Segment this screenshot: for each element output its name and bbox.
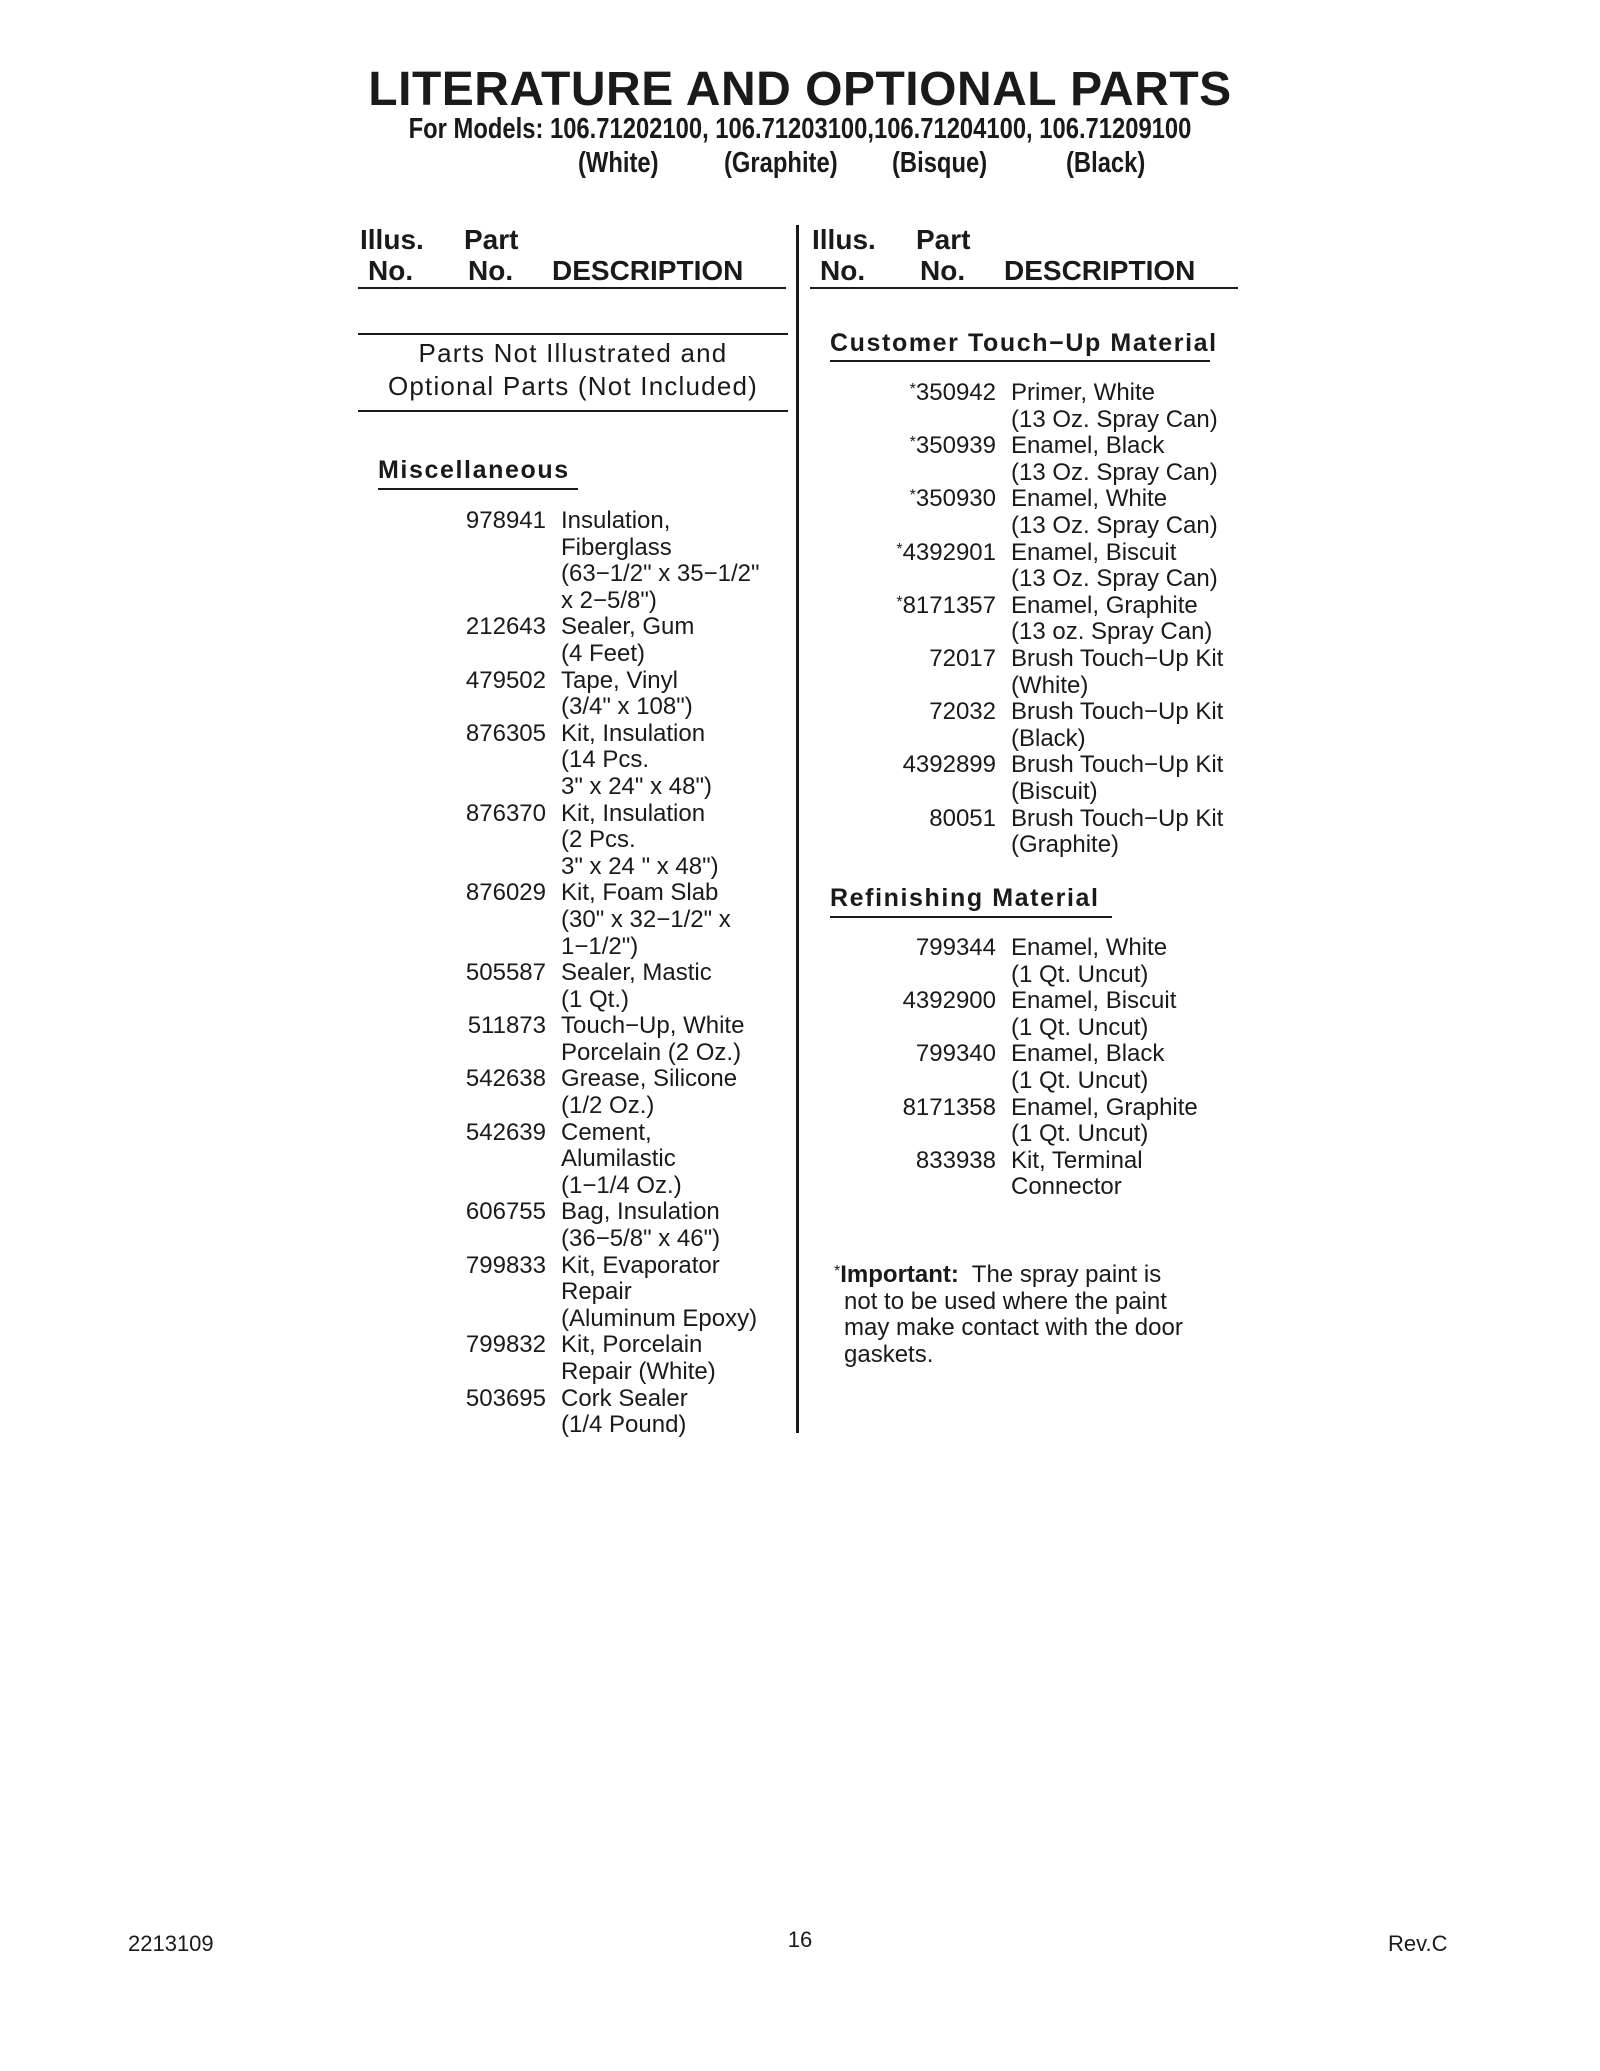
note-asterisk: *	[834, 1263, 841, 1280]
left-part-header-bottom: No.	[468, 255, 514, 286]
description-line: (1−1/4 Oz.)	[561, 1171, 682, 1199]
part-row	[440, 1253, 760, 1333]
description-line: (13 Oz. Spray Can)	[1011, 405, 1218, 433]
part-row	[870, 486, 1223, 539]
description-line: Enamel, Biscuit	[1011, 987, 1177, 1015]
description-line: Enamel, White	[1011, 934, 1168, 961]
part-description	[546, 668, 693, 721]
part-number	[440, 508, 546, 614]
part-number	[870, 988, 996, 1041]
description-line: 3" x 24" x 48")	[561, 772, 712, 800]
description-line: (2 Pcs.	[561, 826, 636, 854]
description-line: Repair	[561, 1278, 632, 1306]
part-number-value: 8171358	[902, 1093, 996, 1121]
description-line: (Aluminum Epoxy)	[561, 1304, 758, 1332]
part-row	[440, 1199, 760, 1252]
part-number	[870, 699, 996, 752]
part-description	[996, 1095, 1198, 1148]
refinishing-parts-list	[870, 935, 1198, 1201]
part-number-value: 4392899	[902, 751, 996, 779]
description-line: (1 Qt. Uncut)	[1011, 1120, 1149, 1148]
spray-paint-asterisk: *	[909, 434, 916, 452]
right-illus-header-bottom: No.	[820, 255, 866, 286]
description-line: Enamel, Black	[1011, 432, 1165, 460]
part-row	[440, 1013, 760, 1066]
part-number-value: 799340	[915, 1040, 996, 1068]
description-line: (1/4 Pound)	[561, 1411, 687, 1439]
part-number	[870, 1041, 996, 1094]
part-number-value: 350930	[915, 485, 996, 513]
page-number: 16	[787, 1927, 813, 1952]
section-touch-up-rule	[830, 360, 1210, 362]
part-description	[996, 806, 1223, 859]
revision: Rev.C	[1388, 1931, 1448, 1956]
note-text-first: The spray paint is	[971, 1261, 1162, 1288]
important-note	[834, 1262, 1183, 1368]
part-number	[440, 668, 546, 721]
part-number	[440, 801, 546, 881]
description-line: Porcelain (2 Oz.)	[561, 1038, 742, 1066]
part-description	[996, 433, 1218, 486]
description-line: Enamel, Biscuit	[1011, 538, 1177, 566]
description-line: Cement,	[561, 1118, 652, 1146]
part-number	[870, 806, 996, 859]
description-line: Enamel, Graphite	[1011, 591, 1198, 619]
description-line: (1 Qt. Uncut)	[1011, 1066, 1149, 1094]
part-number-value: 876305	[465, 719, 546, 747]
part-row	[870, 433, 1223, 486]
part-row	[440, 1120, 760, 1200]
description-line: Fiberglass	[561, 533, 672, 561]
part-description	[996, 486, 1218, 539]
part-row	[870, 988, 1198, 1041]
spray-paint-asterisk: *	[896, 593, 903, 611]
part-number	[870, 935, 996, 988]
description-line: Grease, Silicone	[561, 1065, 738, 1093]
description-line: Kit, Evaporator	[561, 1251, 720, 1279]
part-number-value: 876029	[465, 879, 546, 907]
description-line: Kit, Terminal	[1011, 1146, 1143, 1174]
description-line: (36−5/8" x 46")	[561, 1225, 721, 1253]
part-number-value: 799344	[915, 934, 996, 961]
part-description	[546, 721, 712, 801]
description-line: (13 oz. Spray Can)	[1011, 618, 1213, 646]
part-number	[440, 614, 546, 667]
part-number-value: 511873	[467, 1012, 546, 1040]
color-white: (White)	[578, 147, 659, 179]
part-description	[546, 801, 719, 881]
description-line: Kit, Foam Slab	[561, 879, 719, 907]
description-line: (1 Qt.)	[561, 985, 630, 1013]
part-row	[870, 699, 1223, 752]
page-title: LITERATURE AND OPTIONAL PARTS	[368, 63, 1232, 116]
description-line: 1−1/2")	[561, 932, 639, 960]
part-description	[996, 540, 1218, 593]
box-top-rule	[358, 333, 788, 335]
part-number-value: 4392900	[902, 987, 996, 1015]
section-customer-touch-up: Customer Touch−Up Material	[830, 329, 1218, 357]
section-refinishing: Refinishing Material	[830, 884, 1100, 912]
description-line: Primer, White	[1011, 379, 1156, 406]
part-row	[870, 540, 1223, 593]
part-number-value: 350939	[915, 432, 996, 460]
part-number-value: 542639	[465, 1118, 546, 1146]
part-description	[996, 988, 1176, 1041]
description-line: (4 Feet)	[561, 639, 646, 667]
description-line: Sealer, Gum	[561, 613, 695, 641]
part-row	[870, 1095, 1198, 1148]
description-line: (1 Qt. Uncut)	[1011, 1013, 1149, 1041]
spray-paint-asterisk: *	[909, 487, 916, 505]
part-row	[870, 1148, 1198, 1201]
part-number-value: 72032	[929, 698, 996, 726]
description-line: (Graphite)	[1011, 831, 1120, 859]
part-description	[996, 752, 1223, 805]
box-line-1: Parts Not Illustrated and	[418, 338, 728, 368]
color-graphite: (Graphite)	[724, 147, 838, 179]
description-line: x 2−5/8")	[561, 586, 657, 614]
note-line-2: not to be used where the paint	[844, 1287, 1167, 1315]
part-number	[440, 1120, 546, 1200]
note-line-4: gaskets.	[844, 1340, 934, 1368]
part-description	[546, 1253, 757, 1333]
part-description	[996, 380, 1218, 433]
right-description-header: DESCRIPTION	[1004, 255, 1196, 286]
right-header-rule	[810, 287, 1238, 289]
part-row	[440, 508, 760, 614]
part-description	[996, 593, 1212, 646]
section-miscellaneous-rule	[378, 488, 578, 490]
left-description-header: DESCRIPTION	[552, 255, 744, 286]
part-number	[870, 486, 996, 539]
part-number-value: 8171357	[902, 591, 996, 619]
column-divider	[796, 225, 799, 1433]
part-row	[870, 380, 1223, 433]
description-line: Cork Sealer	[561, 1384, 688, 1412]
right-part-header-top: Part	[916, 224, 971, 255]
part-description	[546, 1120, 682, 1200]
part-number-value: 212643	[465, 613, 546, 641]
description-line: Insulation,	[561, 507, 671, 534]
description-line: Touch−Up, White	[561, 1012, 745, 1040]
part-row	[440, 1066, 760, 1119]
part-number-value: 350942	[915, 379, 996, 406]
part-description	[546, 1013, 744, 1066]
spray-paint-asterisk: *	[896, 540, 903, 558]
description-line: (Biscuit)	[1011, 777, 1098, 805]
left-part-header-top: Part	[464, 224, 519, 255]
part-number	[440, 721, 546, 801]
part-description	[546, 1199, 720, 1252]
description-line: Kit, Insulation	[561, 719, 706, 747]
part-row	[440, 1332, 760, 1385]
part-row	[870, 593, 1223, 646]
description-line: (63−1/2" x 35−1/2"	[561, 560, 760, 588]
part-row	[870, 752, 1223, 805]
description-line: Brush Touch−Up Kit	[1011, 804, 1224, 832]
description-line: (1/2 Oz.)	[561, 1092, 655, 1120]
note-label: Important:	[840, 1261, 959, 1288]
part-description	[996, 935, 1167, 988]
part-number-value: 542638	[465, 1065, 546, 1093]
part-number	[440, 880, 546, 960]
part-row	[870, 935, 1198, 988]
part-row	[870, 646, 1223, 699]
right-illus-header-top: Illus.	[812, 224, 876, 255]
part-number	[440, 1013, 546, 1066]
description-line: (13 Oz. Spray Can)	[1011, 458, 1218, 486]
part-number-value: 505587	[465, 959, 546, 987]
description-line: (Black)	[1011, 724, 1086, 752]
description-line: Kit, Porcelain	[561, 1331, 703, 1359]
description-line: (1 Qt. Uncut)	[1011, 960, 1149, 988]
description-line: (13 Oz. Spray Can)	[1011, 511, 1218, 539]
part-number	[440, 1066, 546, 1119]
part-row	[440, 668, 760, 721]
color-black: (Black)	[1066, 147, 1146, 179]
part-number	[440, 1332, 546, 1385]
description-line: (White)	[1011, 671, 1089, 699]
section-refinishing-rule	[830, 916, 1112, 918]
part-description	[546, 1066, 737, 1119]
box-line-2: Optional Parts (Not Included)	[387, 371, 759, 401]
box-bottom-rule	[358, 410, 788, 412]
part-number	[870, 593, 996, 646]
section-miscellaneous: Miscellaneous	[378, 456, 570, 484]
part-description	[546, 1386, 688, 1439]
description-line: Sealer, Mastic	[561, 959, 712, 987]
part-row	[440, 721, 760, 801]
part-number	[870, 433, 996, 486]
description-line: Alumilastic	[561, 1145, 676, 1173]
models-line: For Models: 106.71202100, 106.71203100,106.71204100, 106.71209100	[408, 113, 1192, 145]
part-row	[440, 960, 760, 1013]
description-line: Brush Touch−Up Kit	[1011, 698, 1224, 726]
color-bisque: (Bisque)	[892, 147, 988, 179]
description-line: Brush Touch−Up Kit	[1011, 644, 1224, 672]
part-number-value: 606755	[465, 1198, 546, 1226]
part-number-value: 4392901	[902, 538, 996, 566]
part-number	[440, 1199, 546, 1252]
part-number	[870, 752, 996, 805]
part-description	[996, 1041, 1164, 1094]
part-number-value: 479502	[465, 666, 546, 694]
left-header-rule	[358, 287, 786, 289]
spray-paint-asterisk: *	[909, 381, 916, 398]
part-description	[546, 880, 731, 960]
part-row	[440, 614, 760, 667]
touch-up-parts-list	[870, 380, 1223, 859]
part-description	[996, 646, 1223, 699]
part-number-value: 799833	[465, 1251, 546, 1279]
description-line: Enamel, Black	[1011, 1040, 1165, 1068]
part-row	[870, 806, 1223, 859]
description-line: Brush Touch−Up Kit	[1011, 751, 1224, 779]
part-number	[870, 1148, 996, 1201]
part-number	[870, 1095, 996, 1148]
description-line: Connector	[1011, 1173, 1122, 1201]
description-line: Tape, Vinyl	[561, 666, 678, 694]
part-row	[440, 880, 760, 960]
description-line: Bag, Insulation	[561, 1198, 720, 1226]
part-number-value: 503695	[465, 1384, 546, 1412]
part-number-value: 72017	[929, 644, 996, 672]
part-number	[440, 1386, 546, 1439]
note-line-3: may make contact with the door	[844, 1314, 1183, 1342]
description-line: Kit, Insulation	[561, 799, 706, 827]
document-number: 2213109	[128, 1931, 214, 1956]
part-row	[870, 1041, 1198, 1094]
part-row	[440, 801, 760, 881]
description-line: Repair (White)	[561, 1358, 716, 1385]
part-number-value: 80051	[929, 804, 996, 832]
description-line: Enamel, Graphite	[1011, 1093, 1198, 1121]
part-number	[440, 1253, 546, 1333]
part-description	[546, 508, 760, 614]
part-description	[996, 699, 1223, 752]
part-number-value: 799832	[465, 1331, 546, 1359]
part-description	[546, 1332, 716, 1385]
description-line: (30" x 32−1/2" x	[561, 905, 731, 933]
part-number	[440, 960, 546, 1013]
description-line: 3" x 24 " x 48")	[561, 852, 719, 880]
right-part-header-bottom: No.	[920, 255, 966, 286]
part-description	[546, 960, 712, 1013]
left-illus-header-bottom: No.	[368, 255, 414, 286]
part-number	[870, 540, 996, 593]
part-number-value: 876370	[465, 799, 546, 827]
part-description	[546, 614, 694, 667]
left-illus-header-top: Illus.	[360, 224, 424, 255]
description-line: (14 Pcs.	[561, 746, 650, 774]
description-line: (13 Oz. Spray Can)	[1011, 565, 1218, 593]
part-row	[440, 1386, 760, 1439]
part-description	[996, 1148, 1143, 1201]
description-line: (3/4" x 108")	[561, 693, 693, 721]
part-number-value: 833938	[915, 1146, 996, 1174]
part-number	[870, 646, 996, 699]
part-number-value: 978941	[465, 507, 546, 534]
part-number	[870, 380, 996, 433]
description-line: Enamel, White	[1011, 485, 1168, 513]
miscellaneous-parts-list	[440, 508, 760, 1439]
